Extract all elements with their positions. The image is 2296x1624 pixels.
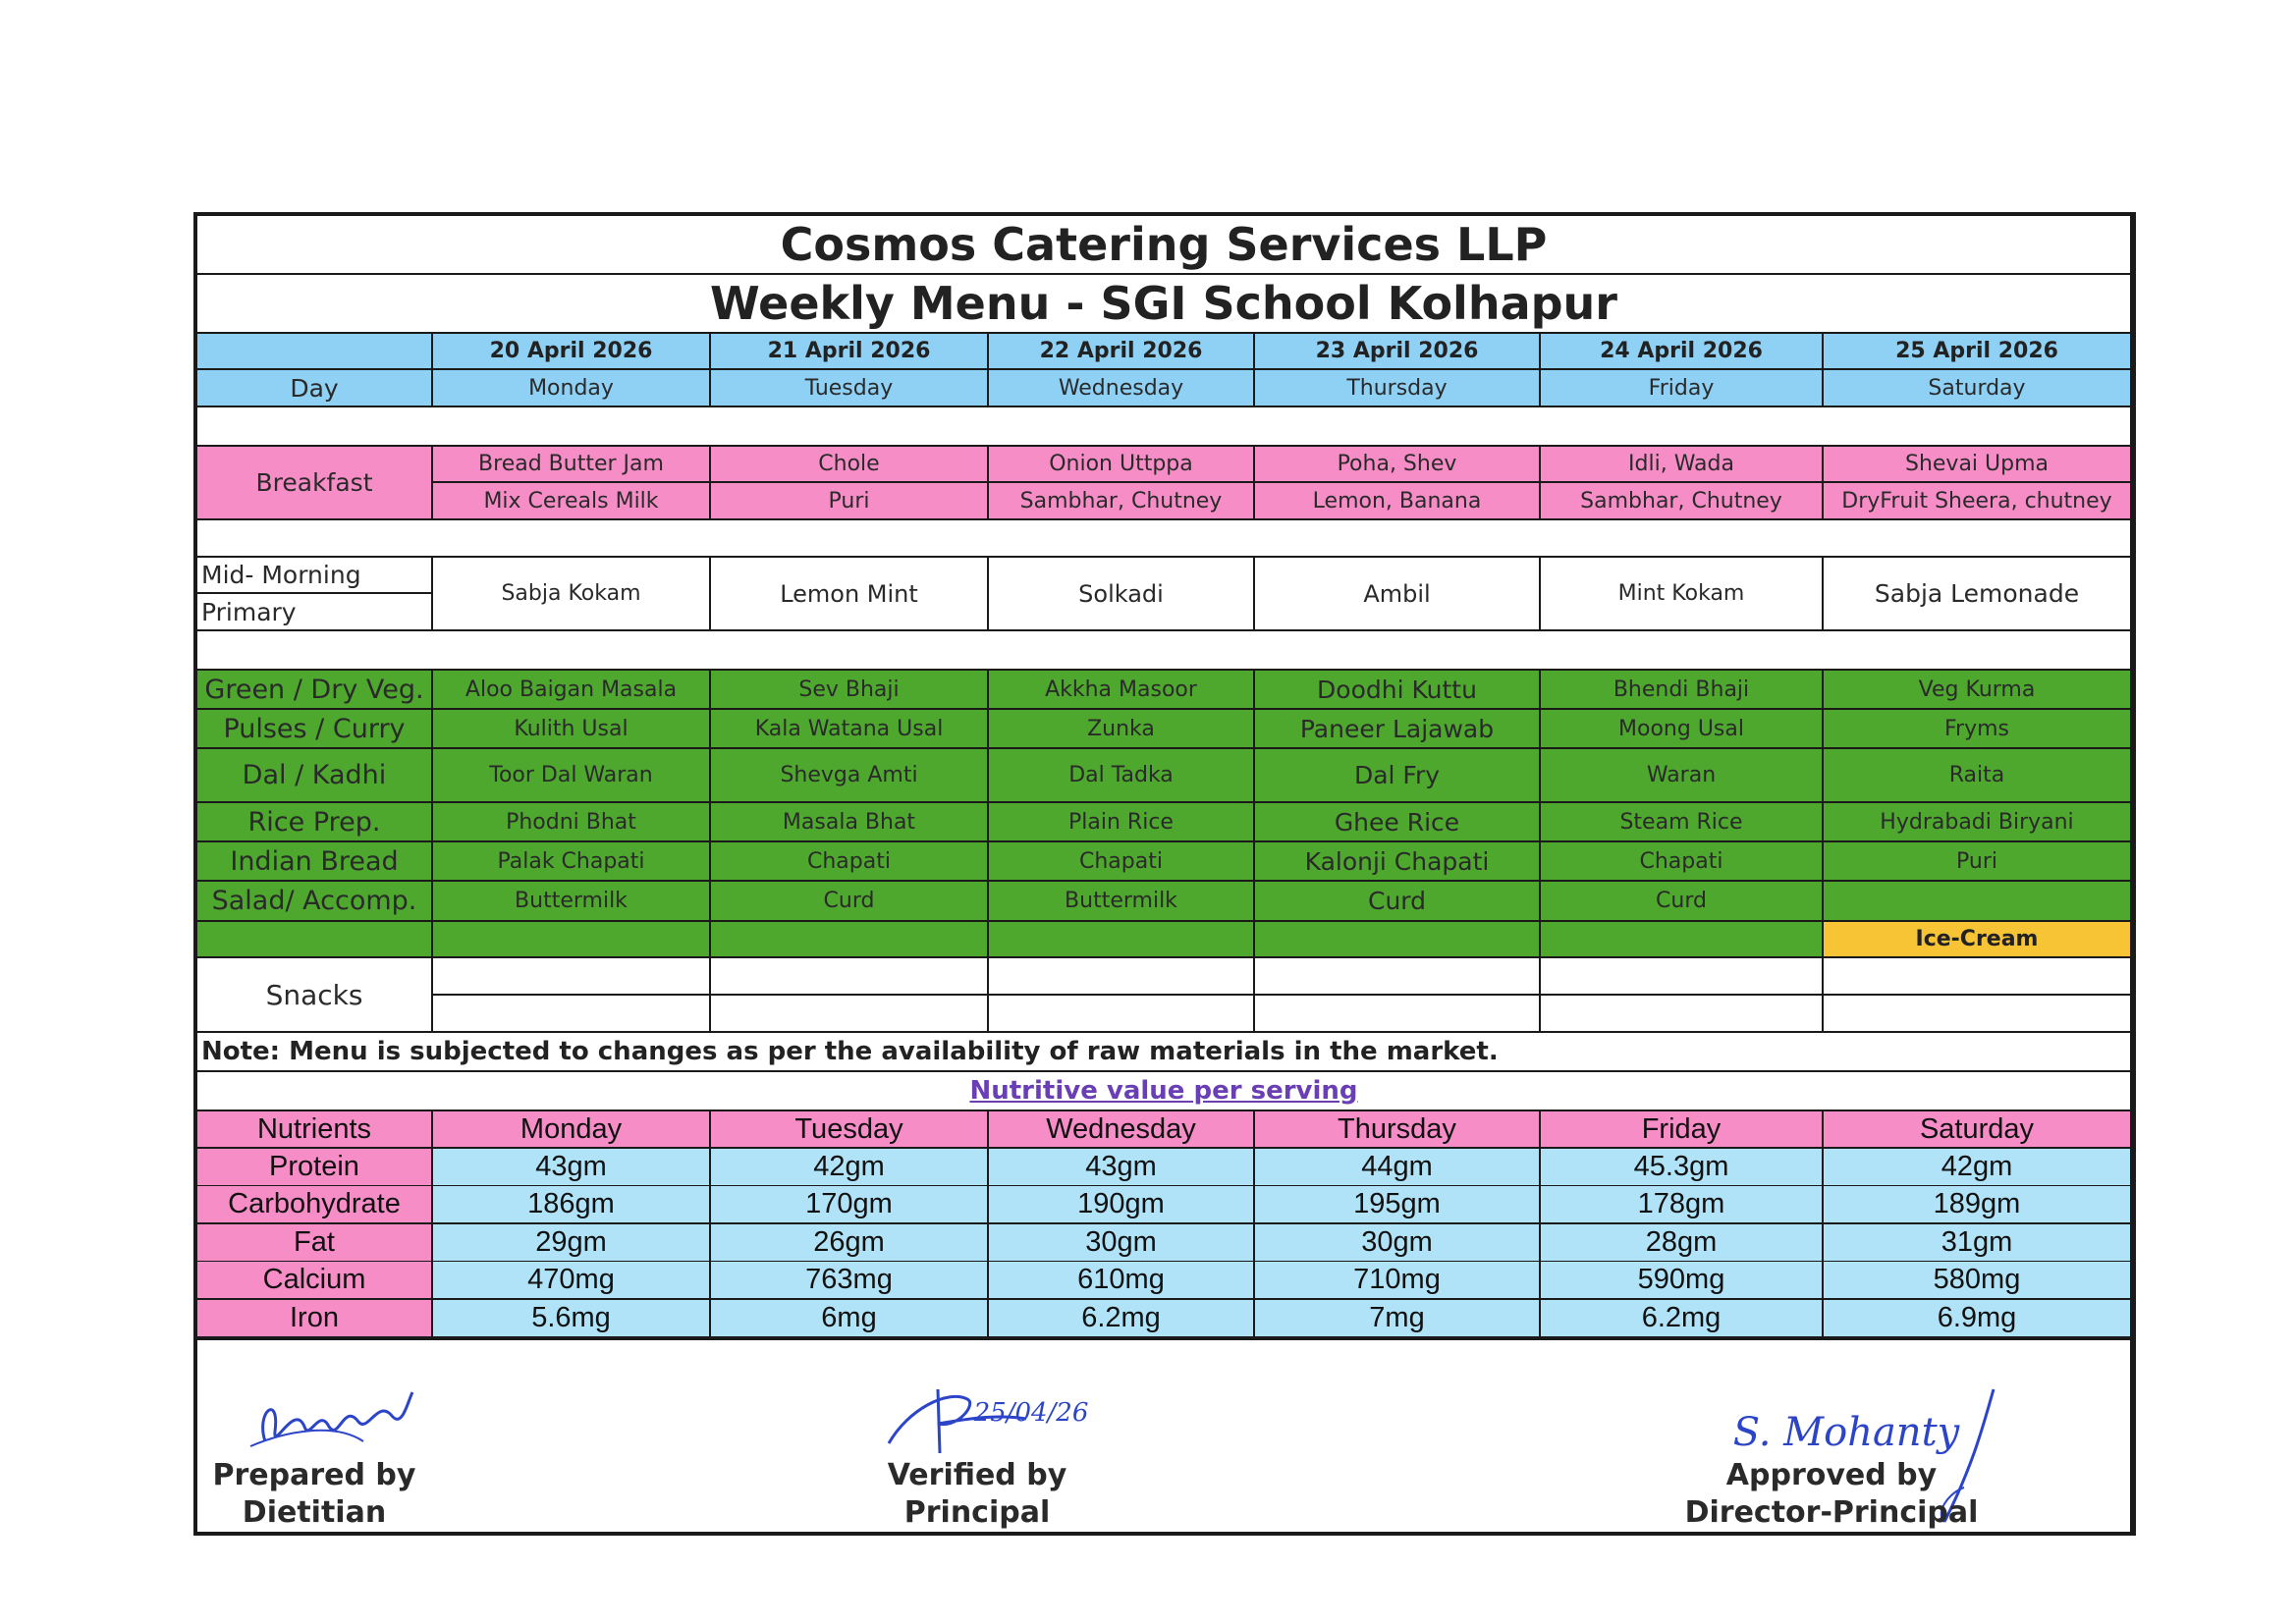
nutrient-value: 42gm	[711, 1149, 989, 1187]
mid-morning-item: Ambil	[1255, 558, 1541, 631]
nutrient-value: 580mg	[1824, 1262, 2132, 1300]
lunch-label: Pulses / Curry	[197, 710, 433, 749]
day-header-blank	[197, 334, 433, 370]
director-signature-name: S. Mohanty	[1732, 1410, 1960, 1455]
lunch-item	[711, 922, 989, 958]
prepared-by	[196, 1457, 432, 1532]
lunch-item: Kalonji Chapati	[1255, 842, 1541, 882]
menu-note: Note: Menu is subjected to changes as per the availability of raw materials in the market.	[197, 1033, 2132, 1072]
lunch-item: Hydrabadi Biryani	[1824, 803, 2132, 842]
mid-morning-item: Sabja Lemonade	[1824, 558, 2132, 631]
breakfast-item: Sambhar, Chutney	[989, 483, 1255, 520]
nutrients-day-friday: Friday	[1541, 1111, 1824, 1149]
snack-slot	[1824, 996, 2132, 1033]
lunch-item: Buttermilk	[433, 882, 711, 922]
menu-sheet	[193, 212, 2136, 1536]
snack-slot	[1824, 958, 2132, 996]
day-saturday: Saturday	[1824, 370, 2132, 407]
nutrient-value: 29gm	[433, 1224, 711, 1263]
lunch-label: Green / Dry Veg.	[197, 671, 433, 710]
snack-slot	[433, 996, 711, 1033]
nutrient-value: 7mg	[1255, 1300, 1541, 1338]
date-saturday: 25 April 2026	[1824, 334, 2132, 370]
nutrients-day-saturday: Saturday	[1824, 1111, 2132, 1149]
nutrient-value: 590mg	[1541, 1262, 1824, 1300]
company-title: Cosmos Catering Services LLP	[197, 216, 2132, 275]
nutrient-name-iron: Iron	[197, 1300, 433, 1338]
snack-slot	[989, 996, 1255, 1033]
day-thursday: Thursday	[1255, 370, 1541, 407]
nutrients-label: Nutrients	[197, 1111, 433, 1149]
nutrient-name-carbohydrate: Carbohydrate	[197, 1186, 433, 1224]
dietitian-signature	[246, 1373, 422, 1461]
nutrient-value: 610mg	[989, 1262, 1255, 1300]
nutrient-value: 5.6mg	[433, 1300, 711, 1338]
lunch-item: Dal Fry	[1255, 749, 1541, 803]
nutrient-value: 6.2mg	[989, 1300, 1255, 1338]
nutrient-name-fat: Fat	[197, 1224, 433, 1263]
nutrient-value: 6.2mg	[1541, 1300, 1824, 1338]
day-wednesday: Wednesday	[989, 370, 1255, 407]
nutrients-day-wednesday: Wednesday	[989, 1111, 1255, 1149]
lunch-item: Palak Chapati	[433, 842, 711, 882]
snack-slot	[989, 958, 1255, 996]
breakfast-item: Shevai Upma	[1824, 447, 2132, 483]
nutrient-value: 26gm	[711, 1224, 989, 1263]
nutrients-day-monday: Monday	[433, 1111, 711, 1149]
lunch-item: Toor Dal Waran	[433, 749, 711, 803]
approved-by-line2: Director-Principal	[1684, 1495, 1979, 1530]
date-wednesday: 22 April 2026	[989, 334, 1255, 370]
snack-slot	[711, 996, 989, 1033]
lunch-label: Rice Prep.	[197, 803, 433, 842]
nutrient-value: 43gm	[433, 1149, 711, 1187]
breakfast-item: Puri	[711, 483, 989, 520]
nutrients-day-thursday: Thursday	[1255, 1111, 1541, 1149]
lunch-item: Aloo Baigan Masala	[433, 671, 711, 710]
breakfast-item: DryFruit Sheera, chutney	[1824, 483, 2132, 520]
nutrient-value: 6.9mg	[1824, 1300, 2132, 1338]
mid-morning-label: Mid- Morning	[197, 558, 433, 594]
nutrient-value: 178gm	[1541, 1186, 1824, 1224]
spacer-row	[197, 631, 2132, 671]
date-monday: 20 April 2026	[433, 334, 711, 370]
breakfast-item: Poha, Shev	[1255, 447, 1541, 483]
nutrient-value: 31gm	[1824, 1224, 2132, 1263]
mid-morning-label-primary: Primary	[197, 594, 433, 631]
breakfast-item: Mix Cereals Milk	[433, 483, 711, 520]
lunch-item: Masala Bhat	[711, 803, 989, 842]
nutrient-name-protein: Protein	[197, 1149, 433, 1187]
page-title: Weekly Menu - SGI School Kolhapur	[197, 275, 2132, 334]
lunch-item: Veg Kurma	[1824, 671, 2132, 710]
mid-morning-item: Lemon Mint	[711, 558, 989, 631]
prepared-by-line1: Prepared by	[212, 1458, 416, 1492]
lunch-item: Fryms	[1824, 710, 2132, 749]
breakfast-item: Sambhar, Chutney	[1541, 483, 1824, 520]
ice-cream-item: Ice-Cream	[1824, 922, 2132, 958]
approved-by	[1669, 1457, 1994, 1532]
nutrient-value: 42gm	[1824, 1149, 2132, 1187]
lunch-label: Salad/ Accomp.	[197, 882, 433, 922]
nutrient-value: 30gm	[989, 1224, 1255, 1263]
lunch-item: Chapati	[1541, 842, 1824, 882]
mid-morning-item: Solkadi	[989, 558, 1255, 631]
lunch-item: Sev Bhaji	[711, 671, 989, 710]
lunch-item: Puri	[1824, 842, 2132, 882]
lunch-item: Raita	[1824, 749, 2132, 803]
lunch-item: Buttermilk	[989, 882, 1255, 922]
lunch-item: Paneer Lajawab	[1255, 710, 1541, 749]
lunch-item: Ghee Rice	[1255, 803, 1541, 842]
nutrient-value: 28gm	[1541, 1224, 1824, 1263]
snack-slot	[1541, 996, 1824, 1033]
nutrient-value: 190gm	[989, 1186, 1255, 1224]
approved-by-line1: Approved by	[1725, 1458, 1938, 1492]
snack-slot	[1255, 996, 1541, 1033]
nutrient-value: 763mg	[711, 1262, 989, 1300]
snack-slot	[1541, 958, 1824, 996]
mid-morning-item: Sabja Kokam	[433, 558, 711, 631]
date-thursday: 23 April 2026	[1255, 334, 1541, 370]
breakfast-item: Lemon, Banana	[1255, 483, 1541, 520]
nutrient-value: 45.3gm	[1541, 1149, 1824, 1187]
lunch-label: Indian Bread	[197, 842, 433, 882]
date-friday: 24 April 2026	[1541, 334, 1824, 370]
nutrient-value: 44gm	[1255, 1149, 1541, 1187]
lunch-item: Plain Rice	[989, 803, 1255, 842]
nutrient-value: 470mg	[433, 1262, 711, 1300]
lunch-label: Dal / Kadhi	[197, 749, 433, 803]
breakfast-label: Breakfast	[197, 447, 433, 520]
lunch-item: Kulith Usal	[433, 710, 711, 749]
lunch-item	[1824, 882, 2132, 922]
snack-slot	[711, 958, 989, 996]
nutrient-value: 170gm	[711, 1186, 989, 1224]
lunch-item: Chapati	[711, 842, 989, 882]
snack-slot	[1255, 958, 1541, 996]
breakfast-item: Onion Uttppa	[989, 447, 1255, 483]
lunch-item: Zunka	[989, 710, 1255, 749]
verified-by-line1: Verified by	[887, 1458, 1067, 1492]
lunch-item: Moong Usal	[1541, 710, 1824, 749]
nutrient-value: 6mg	[711, 1300, 989, 1338]
lunch-item: Steam Rice	[1541, 803, 1824, 842]
prepared-by-line2: Dietitian	[242, 1495, 387, 1530]
lunch-item	[1255, 922, 1541, 958]
nutrient-value: 186gm	[433, 1186, 711, 1224]
lunch-item: Chapati	[989, 842, 1255, 882]
nutrient-value: 30gm	[1255, 1224, 1541, 1263]
spacer-row	[197, 407, 2132, 447]
mid-morning-item: Mint Kokam	[1541, 558, 1824, 631]
nutritive-title: Nutritive value per serving	[197, 1072, 2132, 1111]
nutrient-name-calcium: Calcium	[197, 1262, 433, 1300]
lunch-item: Bhendi Bhaji	[1541, 671, 1824, 710]
breakfast-item: Bread Butter Jam	[433, 447, 711, 483]
lunch-item: Waran	[1541, 749, 1824, 803]
nutrients-day-tuesday: Tuesday	[711, 1111, 989, 1149]
lunch-item: Doodhi Kuttu	[1255, 671, 1541, 710]
lunch-item	[1541, 922, 1824, 958]
spacer-row	[197, 520, 2132, 558]
principal-signature-date: 25/04/26	[973, 1398, 1089, 1428]
lunch-item: Curd	[1541, 882, 1824, 922]
snack-slot	[433, 958, 711, 996]
day-monday: Monday	[433, 370, 711, 407]
snacks-label: Snacks	[197, 958, 433, 1033]
day-friday: Friday	[1541, 370, 1824, 407]
lunch-item: Akkha Masoor	[989, 671, 1255, 710]
nutrient-value: 189gm	[1824, 1186, 2132, 1224]
nutrient-value: 710mg	[1255, 1262, 1541, 1300]
lunch-item: Curd	[1255, 882, 1541, 922]
day-tuesday: Tuesday	[711, 370, 989, 407]
breakfast-item: Chole	[711, 447, 989, 483]
breakfast-item: Idli, Wada	[1541, 447, 1824, 483]
date-tuesday: 21 April 2026	[711, 334, 989, 370]
lunch-item: Shevga Amti	[711, 749, 989, 803]
lunch-label	[197, 922, 433, 958]
lunch-item	[989, 922, 1255, 958]
nutrient-value: 195gm	[1255, 1186, 1541, 1224]
nutrient-value: 43gm	[989, 1149, 1255, 1187]
verified-by-line2: Principal	[903, 1495, 1051, 1530]
day-label: Day	[197, 370, 433, 407]
lunch-item: Phodni Bhat	[433, 803, 711, 842]
lunch-item: Curd	[711, 882, 989, 922]
lunch-item: Dal Tadka	[989, 749, 1255, 803]
lunch-item	[433, 922, 711, 958]
lunch-item: Kala Watana Usal	[711, 710, 989, 749]
verified-by	[854, 1457, 1100, 1532]
